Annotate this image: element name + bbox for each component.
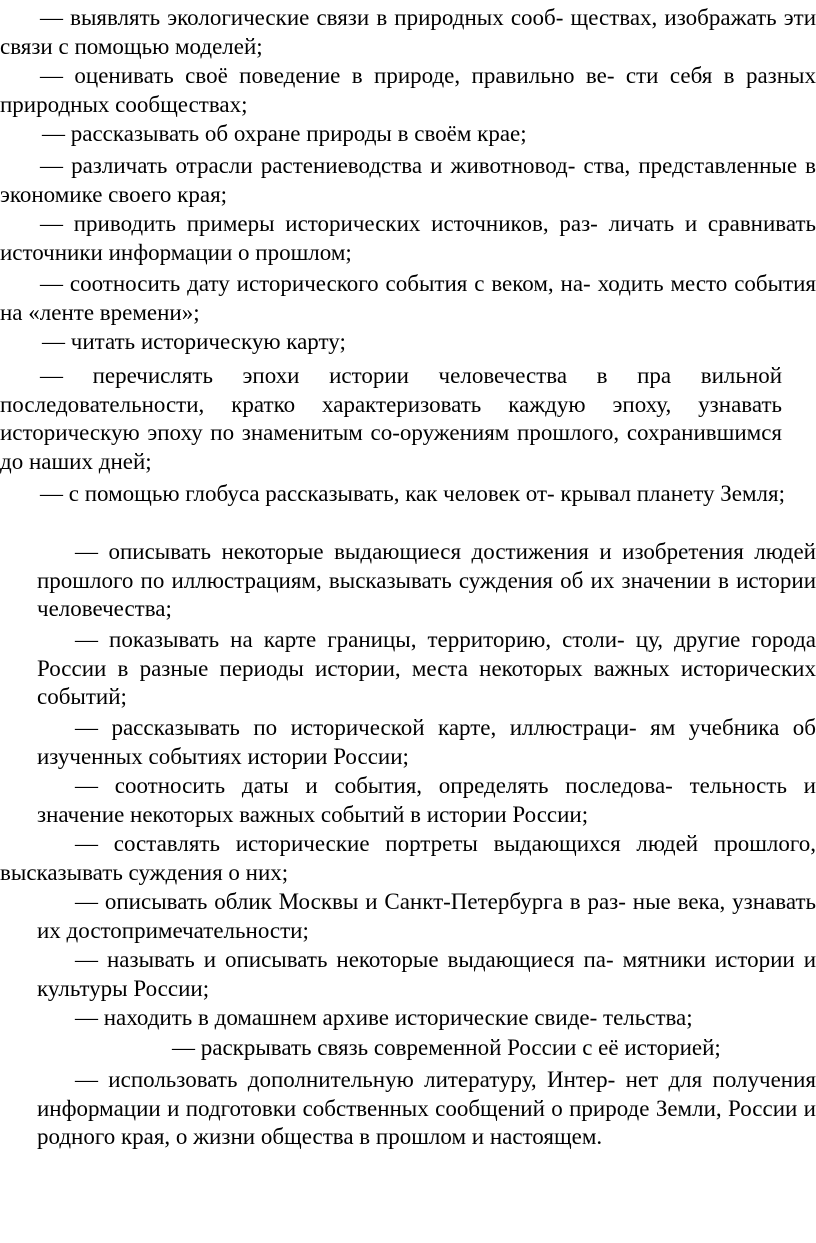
paragraph-15: — описывать облик Москвы и Санкт-Петербурга в раз- ные века, узнавать их достопримечательности; [37, 889, 816, 943]
paragraph-6: — соотносить дату исторического события с веком, на- ходить место события на «ленте времени»; [0, 271, 816, 325]
paragraph-5: — приводить примеры исторических источников, раз- личать и сравнивать источники информации о прошлом; [0, 211, 816, 265]
paragraph-14: — составлять исторические портреты выдающихся людей прошлого, высказывать суждения о них; [0, 831, 816, 885]
paragraph-10: — описывать некоторые выдающиеся достижения и изобретения людей прошлого по иллюстрациям, высказывать суждения об их значении в истории человечества; [37, 539, 816, 621]
paragraph-13: — соотносить даты и события, определять последова- тельность и значение некоторых важных событий в истории России; [37, 773, 816, 827]
paragraph-1: — выявлять экологические связи в природных сооб- ществах, изображать эти связи с помощью моделей; [0, 5, 816, 59]
paragraph-9: — с помощью глобуса рассказывать, как человек от- крывал планету Земля; [40, 481, 785, 506]
paragraph-12: — рассказывать по исторической карте, иллюстраци- ям учебника об изученных событиях истории России; [37, 715, 816, 769]
paragraph-19: — использовать дополнительную литературу, Интер- нет для получения информации и подготовки собственных сообщений о природе Земли, России и родного края, о жизни общества в прошлом и настоящем. [37, 1067, 816, 1149]
paragraph-16: — называть и описывать некоторые выдающиеся па- мятники истории и культуры России; [37, 947, 816, 1001]
paragraph-3: — рассказывать об охране природы в своём крае; [42, 121, 527, 146]
paragraph-4: — различать отрасли растениеводства и животновод- ства, представленные в экономике своего края; [0, 153, 816, 207]
paragraph-18: — раскрывать связь современной России с её историей; [172, 1035, 721, 1060]
paragraph-8: — перечислять эпохи истории человечества в пра вильной последовательности, кратко характеризовать каждую эпоху, узнавать историческую эпоху по знаменитым со-оружениям прошлого, сохранившимся до наших дней; [0, 363, 782, 474]
paragraph-2: — оценивать своё поведение в природе, правильно ве- сти себя в разных природных сообществах; [0, 63, 816, 117]
paragraph-11: — показывать на карте границы, территорию, столи- цу, другие города России в разные периоды истории, места некоторых важных исторических событий; [37, 627, 816, 709]
paragraph-17: — находить в домашнем архиве исторические свиде- тельства; [75, 1005, 693, 1030]
paragraph-7: — читать историческую карту; [42, 329, 346, 354]
